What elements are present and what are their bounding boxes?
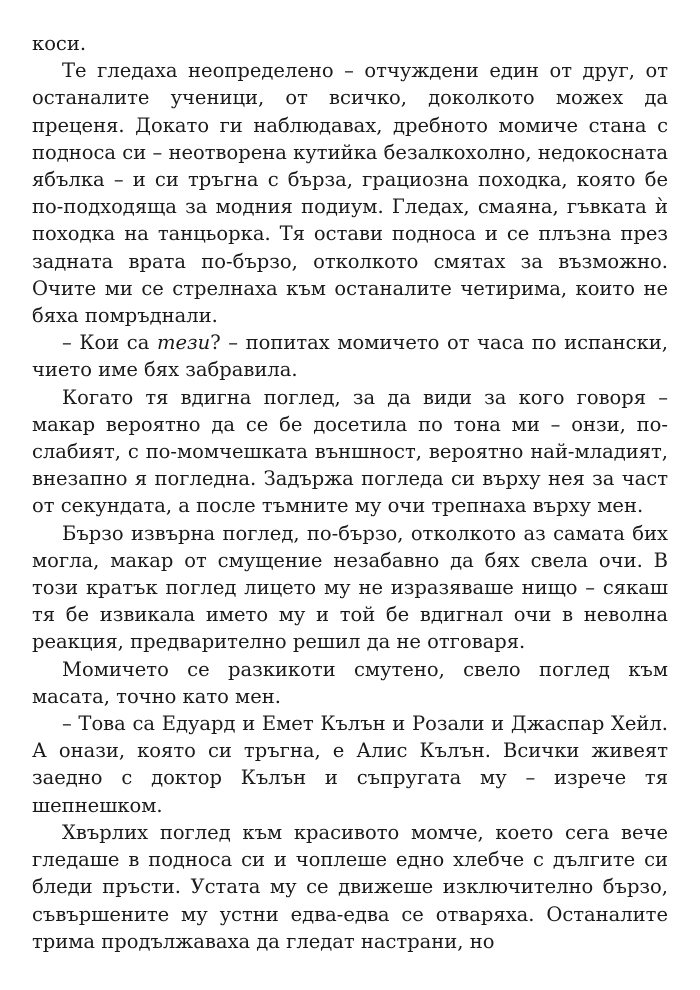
paragraph: Хвърлих поглед към красивото момче, което сега вече гледаше в подноса си и чоплеше едно хлебче с дългите си бледи пръсти. Устата му се движеше изключително бързо, съвършените му устни едва-едва се отваряха. Останалите трима продължаваха да гледат настрани, но	[32, 820, 668, 953]
paragraph: Те гледаха неопределено – отчуждени един от друг, от останалите ученици, от всичко, доколкото можех да преценя. Докато ги наблюдавах, дребното момиче стана с подноса си – неотворена кутийка безалкохолно, недокосната ябълка – и си тръгна с бърза, грациозна походка, която бе по-подходяща за модния подиум. Гледах, смаяна, гъвката ѝ походка на танцьорка. Тя остави подноса и се плъзна през задната врата по-бързо, отколкото смятах за възможно. Очите ми се стрелнаха към останалите четирима, които не бяха помръднали.	[32, 59, 668, 328]
dialogue-text: ? – попитах момичето от часа по испански, чието име бях забравила.	[32, 331, 668, 382]
paragraph: Когато тя вдигна поглед, за да види за кого говоря – макар вероятно да се бе досетила по тона ми – онзи, по-слабият, с по-момчешката външност, вероятно най-младият, внезапно я погледна. Задържа погледа си върху нея за част от секундата, а после тъмните му очи трепнаха върху мен.	[32, 385, 668, 518]
emphasized-word: тези	[156, 331, 211, 355]
page-text	[32, 30, 668, 955]
paragraph-dialogue: – Това са Едуард и Емет Кълън и Розали и Джаспар Хейл. А онази, която си тръгна, е Алис Кълън. Всички живеят заедно с доктор Кълън и съпругата му – изрече тя шепнешком.	[32, 712, 668, 817]
dialogue-text: – Кои са	[62, 331, 157, 355]
paragraph: Бързо извърна поглед, по-бързо, отколкото аз самата бих могла, макар от смущение незабавно да бях свела очи. В този кратък поглед лицето му не изразяваше нищо – сякаш тя бе извикала името му и той бе вдигнал очи в неволна реакция, предварително решил да не отговаря.	[32, 521, 668, 654]
paragraph: Момичето се разкикоти смутено, свело поглед към масата, точно като мен.	[32, 657, 668, 708]
paragraph-dialogue	[32, 329, 668, 383]
paragraph-continuation: коси.	[32, 32, 87, 55]
